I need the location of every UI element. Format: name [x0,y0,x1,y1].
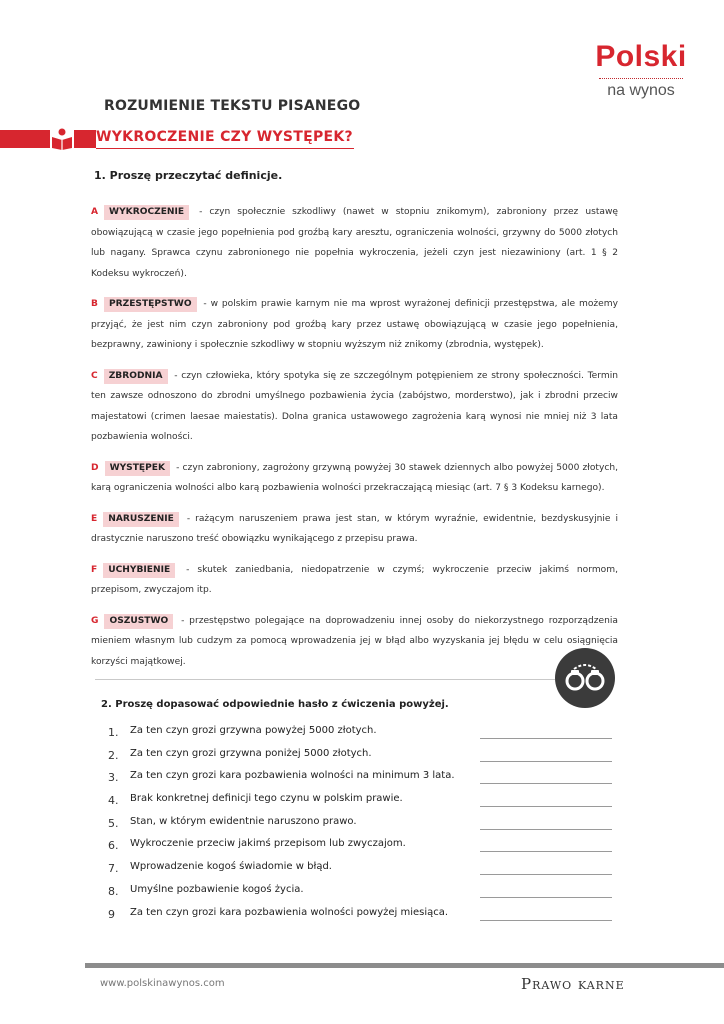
definition-text: - czyn człowieka, który spotyka się ze szczególnym potępieniem ze strony społeczności. Termin ten zawsze odnoszono do zbrodni umyślnego pozbawienia życia (zabójstwo, morderstwo), jak i zbrodni przeciw majestatowi (crimen laesae maiestatis). Dolna granica ustawowego zagrożenia karą wynosi nie mniej niż 3 lata pozbawienia wolności. [91,370,618,442]
definition-a [91,202,618,284]
question-number: 2. [108,748,119,762]
footer-bar [85,963,724,968]
definition-b [91,294,618,356]
question-item [100,766,620,789]
definition-text: - skutek zaniedbania, niedopatrzenie w czymś; wykroczenie przeciw jakimś normom, przepisom, zwyczajom itp. [91,564,618,595]
definition-text: - w polskim prawie karnym nie ma wprost wyrażonej definicji przestępstwa, ale możemy przyjąć, że jest nim czyn zabroniony pod groźbą kary przez ustawę obowiązującą w czasie jego popełnienia, bezprawny, zawiniony i społecznie szkodliwy w stopniu wyższym niż znikomy (zbrodnia, występek). [91,299,618,350]
question-number: 1. [108,726,119,739]
answer-blank[interactable] [480,783,612,784]
definition-e [91,509,618,550]
question-text: Brak konkretnej definicji tego czynu w polskim prawie. [130,793,403,805]
questions-list [100,721,620,925]
definition-text: - czyn społecznie szkodliwy (nawet w stopniu znikomym), zabroniony przez ustawę obowiązującą w czasie jego popełnienia pod groźbą kary aresztu, ograniczenia wolności, grzywny do 5000 złotych lub nagany. Sprawca czynu zabronionego nie popełnia wykroczenia, jeżeli czyn jest niezawiniony (art. 1 § 2 Kodeksu wykroczeń). [91,207,618,279]
exercise-2-title: 2. Proszę dopasować odpowiednie hasło z ćwiczenia powyżej. [101,699,449,710]
definition-term: WYKROCZENIE [104,205,189,220]
footer-category: Prawo karne [521,975,625,993]
logo-sub-text: na wynos [607,82,675,99]
footer-url[interactable]: www.polskinawynos.com [100,978,225,989]
definition-letter: E [91,513,98,524]
definition-g [91,611,618,673]
definition-letter: B [91,299,98,309]
topic-band [0,130,96,148]
question-text: Wprowadzenie kogoś świadomie w błąd. [130,861,332,873]
logo-divider [599,78,683,79]
question-item [100,812,620,835]
definition-term: WYSTĘPEK [105,461,171,476]
book-icon [50,128,74,150]
definition-term: ZBRODNIA [104,369,168,384]
definition-text: - czyn zabroniony, zagrożony grzywną powyżej 30 stawek dziennych albo powyżej 5000 złotych, karą ograniczenia wolności albo karą pozbawienia wolności przekraczającą miesiąc (art. 7 § 3 Kodeksu karnego). [91,462,618,493]
question-number: 8. [108,884,119,898]
question-item [100,903,620,926]
question-number: 6. [108,839,119,853]
question-number: 7. [108,862,119,876]
logo-main-text: Polski [595,40,687,73]
definition-term: PRZESTĘPSTWO [104,297,197,312]
definition-d [91,458,618,499]
definition-f [91,560,618,601]
answer-blank[interactable] [480,920,612,921]
definition-term: OSZUSTWO [104,614,173,629]
definition-text: - przestępstwo polegające na doprowadzeniu innej osoby do niekorzystnego rozporządzenia mieniem własnym lub cudzym za pomocą wprowadzenia jej w błąd albo wyzyskania jej błędu w celu osiągnięcia korzyści majątkowej. [91,615,618,667]
definition-term: UCHYBIENIE [103,563,175,578]
question-text: Za ten czyn grozi kara pozbawienia wolności powyżej miesiąca. [130,906,449,918]
question-item [100,857,620,880]
question-number: 5. [108,816,119,830]
question-text: Za ten czyn grozi grzywna poniżej 5000 złotych. [130,747,372,759]
handcuffs-icon [554,647,616,709]
page-title: ROZUMIENIE TEKSTU PISANEGO [104,98,361,114]
question-item [100,721,620,744]
answer-blank[interactable] [480,829,612,830]
question-text: Stan, w którym ewidentnie naruszono prawo. [130,815,357,827]
definition-text: - rażącym naruszeniem prawa jest stan, w którym wyraźnie, ewidentnie, bezdyskusyjnie i drastycznie naruszono treść obowiązku wynikającego z przepisu prawa. [91,513,618,544]
brand-logo [595,42,687,100]
answer-blank[interactable] [480,738,612,739]
definitions-list [91,202,618,682]
question-number: 3. [108,771,119,785]
question-item [100,744,620,767]
definition-term: NARUSZENIE [103,512,179,527]
question-number: 9 [108,907,115,921]
question-item [100,880,620,903]
question-text: Za ten czyn grozi kara pozbawienia wolności na minimum 3 lata. [130,770,455,782]
answer-blank[interactable] [480,761,612,762]
definition-letter: G [91,615,99,626]
answer-blank[interactable] [480,897,612,898]
definition-letter: D [91,462,99,473]
question-text: Wykroczenie przeciw jakimś przepisom lub zwyczajom. [130,838,406,850]
question-number: 4. [108,794,119,808]
section-divider [95,679,555,680]
question-text: Za ten czyn grozi grzywna powyżej 5000 złotych. [130,725,377,736]
answer-blank[interactable] [480,806,612,807]
topic-underline [96,148,354,149]
question-text: Umyślne pozbawienie kogoś życia. [130,883,304,895]
question-item [100,834,620,857]
definition-letter: C [91,370,98,381]
answer-blank[interactable] [480,851,612,852]
question-item [100,789,620,812]
definition-c [91,366,618,448]
definition-letter: A [91,207,99,217]
topic-title: WYKROCZENIE CZY WYSTĘPEK? [96,129,353,145]
answer-blank[interactable] [480,874,612,875]
definition-letter: F [91,564,98,575]
exercise-1-title: 1. Proszę przeczytać definicje. [94,169,283,182]
